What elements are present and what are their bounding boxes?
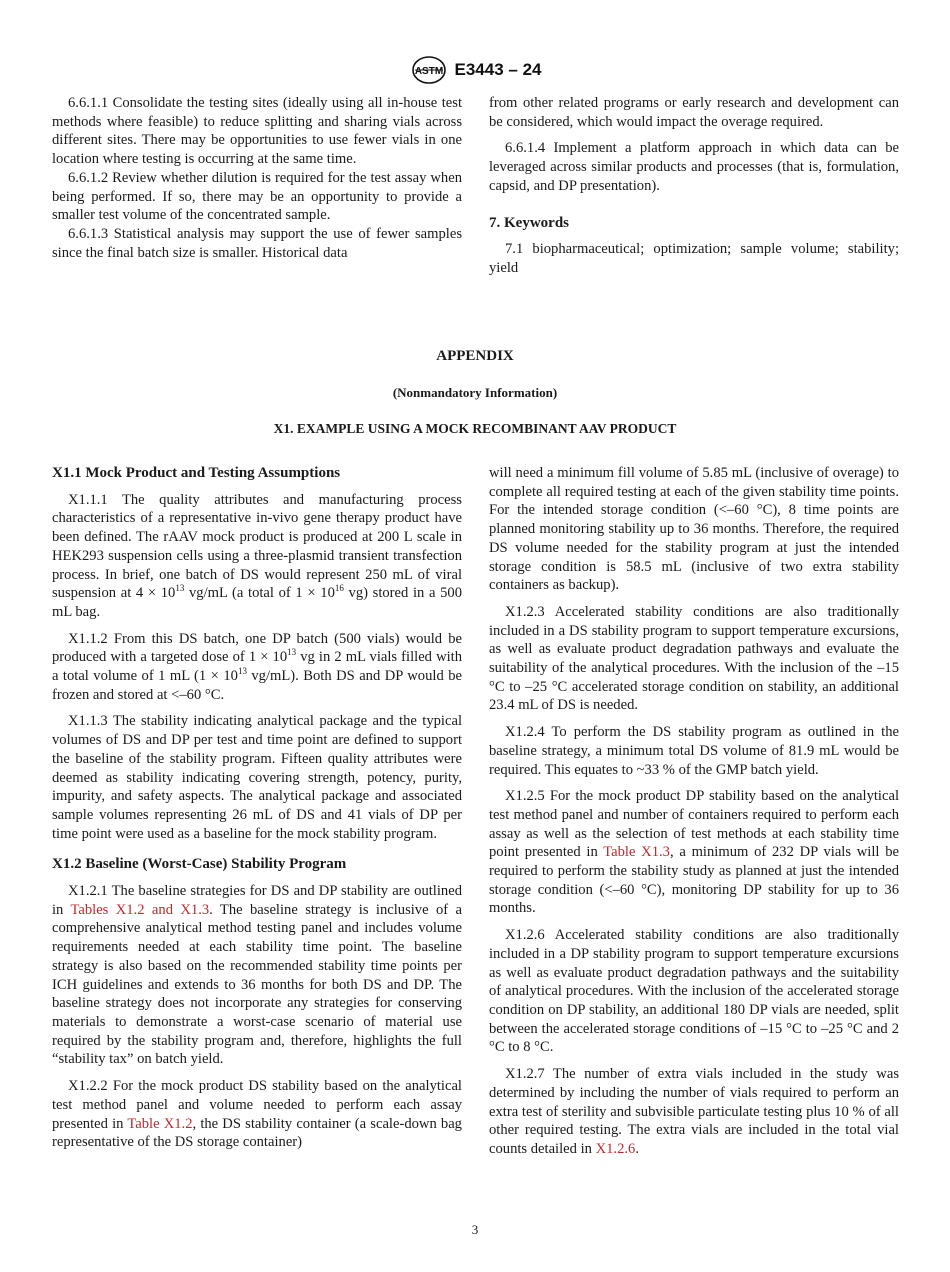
paragraph-6-6-1-2: 6.6.1.2 Review whether dilution is required for the test assay when being performed. If so, there may be an opportunity to provide a smaller test volume of the concentrated sample.: [52, 169, 462, 224]
section-x1-2-heading: X1.2 Baseline (Worst-Case) Stability Program: [52, 856, 347, 873]
paragraph-x1-1-3: X1.1.3 The stability indicating analytical package and the typical volumes of DS and DP per test and time point are defined to support the baseline of the stability program. Fifteen quality attributes were deemed as stability indicating covering strength, potency, purity, impurity, and safety aspects. The analytical package and associated sample volumes representing 26 mL of DS and 41 vials of DP per time point were used as a baseline for the mock stability program.: [52, 713, 462, 842]
appendix-section-title: X1. EXAMPLE USING A MOCK RECOMBINANT AAV PRODUCT: [273, 421, 677, 436]
logo-text: ASTM: [414, 66, 443, 77]
paragraph-x1-2-3: X1.2.3 Accelerated stability conditions are also traditionally included in a DS stability program to support temperature excursions, as well as evaluate product degradation pathways and evaluate the suitability of the analytical procedures. With the inclusion of the –15 °C to –25 °C accelerated storage condition on stability, an additional 23.4 mL of DS is needed.: [489, 603, 899, 714]
page-header: [0, 55, 950, 85]
paragraph-x1-2-4: X1.2.4 To perform the DS stability program as outlined in the baseline strategy, a minimum total DS volume of 81.9 mL would be required. This equates to ~33 % of the GMP batch yield.: [489, 724, 899, 778]
appendix-subtitle: (Nonmandatory Information): [392, 385, 558, 400]
page-number: 3: [471, 1222, 479, 1237]
paragraph-6-6-1-1: 6.6.1.1 Consolidate the testing sites (ideally using all in-house test methods where feasible) to reduce splitting and sharing vials across different sites. There may be opportunities to use fewer vials in one location where testing is occurring at the same time.: [52, 95, 462, 168]
appendix-title: APPENDIX: [436, 348, 514, 364]
paragraph-x1-2-5: X1.2.5 For the mock product DP stability based on the analytical test method panel and number of containers required to perform each assay as well as the selection of test methods at each stability time point presented in Table X1.3, a minimum of 232 DP vials will be required to perform the stability study as planned at just the intended storage condition (<–60 °C), monitoring DP stability for up to 36 months.: [489, 788, 899, 917]
tables-x1-2-x1-3-link[interactable]: Tables X1.2 and X1.3: [70, 901, 210, 918]
paragraph-x1-1-1: X1.1.1 The quality attributes and manufacturing process characteristics of a representative in-vivo gene therapy product have been defined. The rAAV mock product is produced at 200 L scale in HEK293 suspension cells using a three-plasmid transient transfection process. In brief, one batch of DS would represent 250 mL of viral suspension at $4 \times 10^{13}$ vg/mL (a total of $1 \times 10^{16}$ vg) stored in a 500 mL bag.: [52, 491, 462, 620]
table-x1-3-link[interactable]: Table X1.3: [603, 844, 670, 861]
bottom-left-column: [52, 464, 462, 1152]
paragraph-x1-2-1: X1.2.1 The baseline strategies for DS and DP stability are outlined in Tables X1.2 and X1.3. The baseline strategy is inclusive of a comprehensive analytical method testing panel and includes volume requirements needed at each stability time point. The baseline strategy is also based on the recommended stability time points per ICH guidelines and extends to 36 months for both DS and DP. The baseline strategy does not incorporate any strategies for conserving materials to demonstrate a worst-case scenario of material use required by the stability program and, therefore, highlights the full “stability tax” on batch yield.: [52, 883, 462, 1068]
astm-logo-icon: [409, 55, 449, 85]
paragraph-6-6-1-3-continued: from other related programs or early research and development can be considered, which would impact the overage required.: [489, 95, 899, 130]
paragraph-6-6-1-3: 6.6.1.3 Statistical analysis may support the use of fewer samples since the final batch size is smaller. Historical data: [52, 225, 462, 261]
keywords-text: 7.1 biopharmaceutical; optimization; sample volume; stability; yield: [489, 241, 899, 276]
table-x1-2-link[interactable]: Table X1.2: [127, 1115, 193, 1132]
top-right-column: [489, 94, 899, 278]
section-x1-1-heading: X1.1 Mock Product and Testing Assumptions: [52, 465, 341, 481]
paragraph-x1-2-2-continued: will need a minimum fill volume of 5.85 mL (inclusive of overage) to complete all required testing at each of the given stability time points. For the intended storage condition (<–60 °C), 8 time points are planned monitoring stability up to 36 months. Therefore, the required DS volume needed for the stability program at just the intended storage condition is 58.5 mL (inclusive of two extra stability containers as backup).: [489, 465, 899, 594]
keywords-heading: 7. Keywords: [489, 214, 569, 231]
paragraph-x1-2-7: X1.2.7 The number of extra vials included in the study was determined by including the number of vials required to perform an extra test of sterility and subvisible particulate testing plus 10 % of all other required testing. The extra vials are included in the total vial counts detailed in X1.2.6.: [489, 1066, 899, 1157]
paragraph-6-6-1-4: 6.6.1.4 Implement a platform approach in which data can be leveraged across similar products and processes (that is, formulation, capsid, and DP presentation).: [489, 140, 899, 194]
top-left-column: [52, 94, 462, 262]
x1-2-6-link[interactable]: X1.2.6: [595, 1140, 636, 1157]
paragraph-x1-2-6: X1.2.6 Accelerated stability conditions are also traditionally included in a DP stability program to support temperature excursions as well as evaluate product degradation pathways and the suitability of analytical procedures. With the inclusion of the accelerated storage condition on DP stability, an additional 180 DP vials are needed, split between the accelerated storage conditions of –15 °C to –25 °C and 2 °C to 8 °C.: [489, 927, 899, 1056]
paragraph-x1-1-2: X1.1.2 From this DS batch, one DP batch (500 vials) would be produced with a targeted dose of $1 \times 10^{13}$ vg in 2 mL vials filled with a total volume of 1 mL ($1 \times 10^{13}$ vg/mL). Both DS and DP would be frozen and stored at <–60 °C.: [52, 630, 463, 703]
paragraph-x1-2-2: X1.2.2 For the mock product DS stability based on the analytical test method panel and volume needed to perform each assay presented in Table X1.2, the DS stability container (a scale-down bag representative of the DS storage container): [52, 1078, 462, 1151]
document-id: E3443 – 24: [454, 60, 542, 79]
bottom-right-column: [489, 464, 899, 1159]
